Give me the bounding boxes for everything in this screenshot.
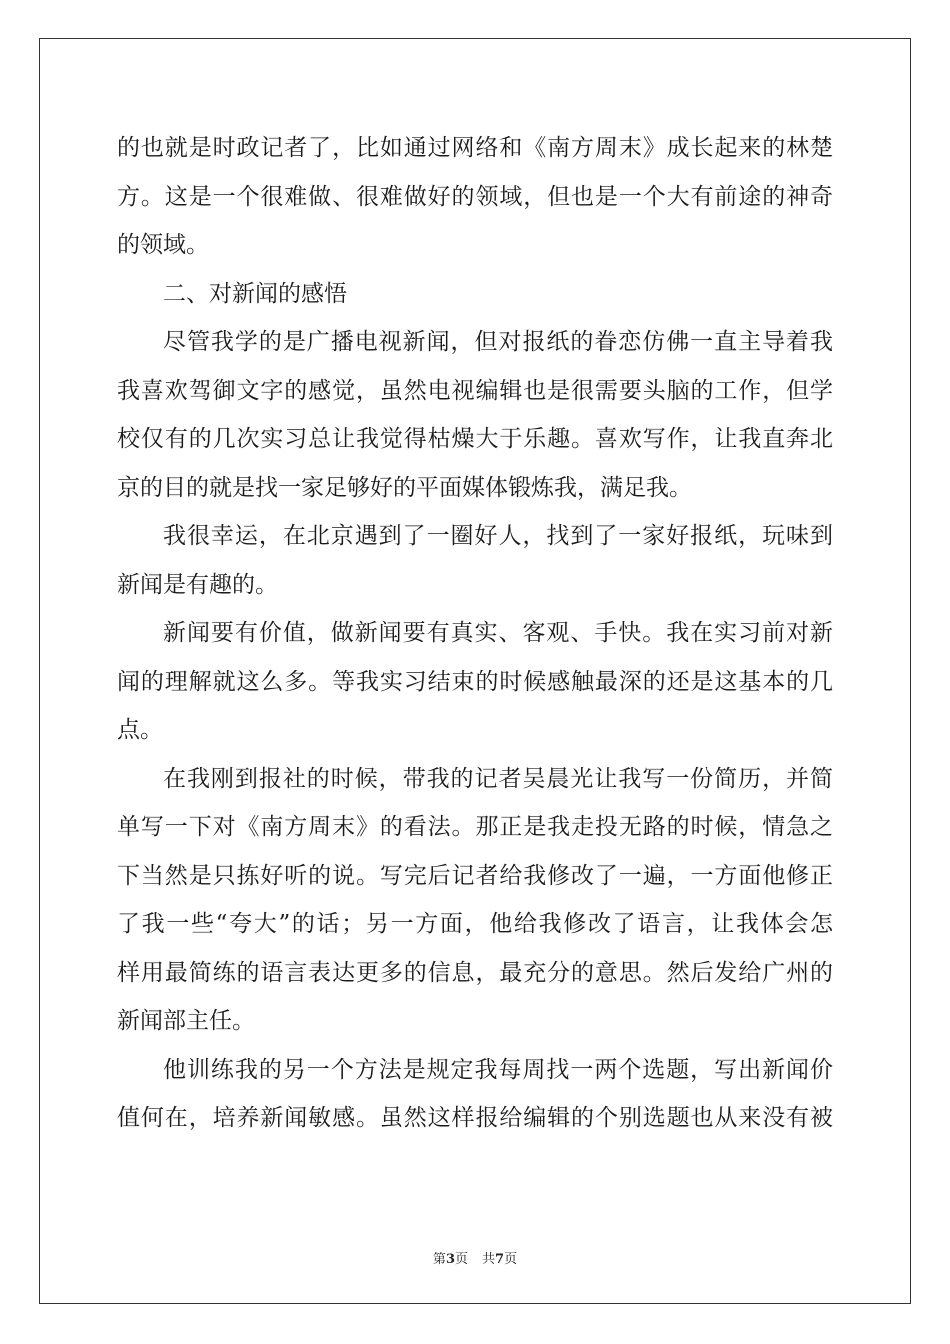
- text-line: 我很幸运，在北京遇到了一圈好人，找到了一家好报纸，玩味到: [163, 523, 833, 549]
- total-suffix: 页: [504, 1252, 518, 1267]
- page-footer: [0, 1248, 950, 1267]
- total-pages: 7: [495, 1252, 505, 1267]
- text-line: 新闻是有趣的。: [117, 571, 278, 598]
- text-line: 新闻部主任。: [117, 1008, 255, 1034]
- text-line: 闻的理解就这么多。等我实习结束的时候感触最深的还是这基本的几: [117, 668, 833, 695]
- text-line: 下当然是只拣好听的说。写完后记者给我修改了一遍，一方面他修正: [117, 862, 833, 889]
- page-prefix: 第: [432, 1252, 446, 1267]
- page-suffix: 页: [454, 1252, 468, 1267]
- text-line: 样用最简练的语言表达更多的信息，最充分的意思。然后发给广州的: [117, 959, 833, 986]
- text-line: 新闻要有价值，做新闻要有真实、客观、手快。我在实习前对新: [163, 620, 833, 646]
- text-line: 他训练我的另一个方法是规定我每周找一两个选题，写出新闻价: [163, 1056, 833, 1083]
- text-line: 尽管我学的是广播电视新闻，但对报纸的眷恋仿佛一直主导着我: [163, 329, 833, 355]
- text-line: 方。这是一个很难做、很难做好的领域，但也是一个大有前途的神奇: [117, 183, 833, 210]
- document-body: [117, 124, 833, 1143]
- text-line: 点。: [117, 717, 163, 743]
- text-line: 值何在，培养新闻敏感。虽然这样报给编辑的个别选题也从来没有被: [117, 1105, 833, 1131]
- page-number: 3: [445, 1252, 455, 1267]
- text-line: 我喜欢驾御文字的感觉，虽然电视编辑也是很需要头脑的工作，但学: [117, 377, 833, 404]
- text-line: 的领域。: [117, 232, 209, 258]
- text-line: 了我一些“夸大”的话；另一方面，他给我修改了语言，让我体会怎: [117, 911, 833, 937]
- text-line: 校仅有的几次实习总让我觉得枯燥大于乐趣。喜欢写作，让我直奔北: [117, 426, 833, 452]
- text-line: 的也就是时政记者了，比如通过网络和《南方周末》成长起来的林楚: [117, 135, 833, 161]
- text-line: 单写一下对《南方周末》的看法。那正是我走投无路的时候，情急之: [117, 814, 833, 840]
- section-heading: 二、对新闻的感悟: [163, 280, 347, 307]
- text-line: 京的目的就是找一家足够好的平面媒体锻炼我，满足我。: [117, 474, 692, 501]
- text-line: 在我刚到报社的时候，带我的记者吴晨光让我写一份简历，并简: [163, 765, 833, 792]
- total-prefix: 共: [482, 1252, 496, 1267]
